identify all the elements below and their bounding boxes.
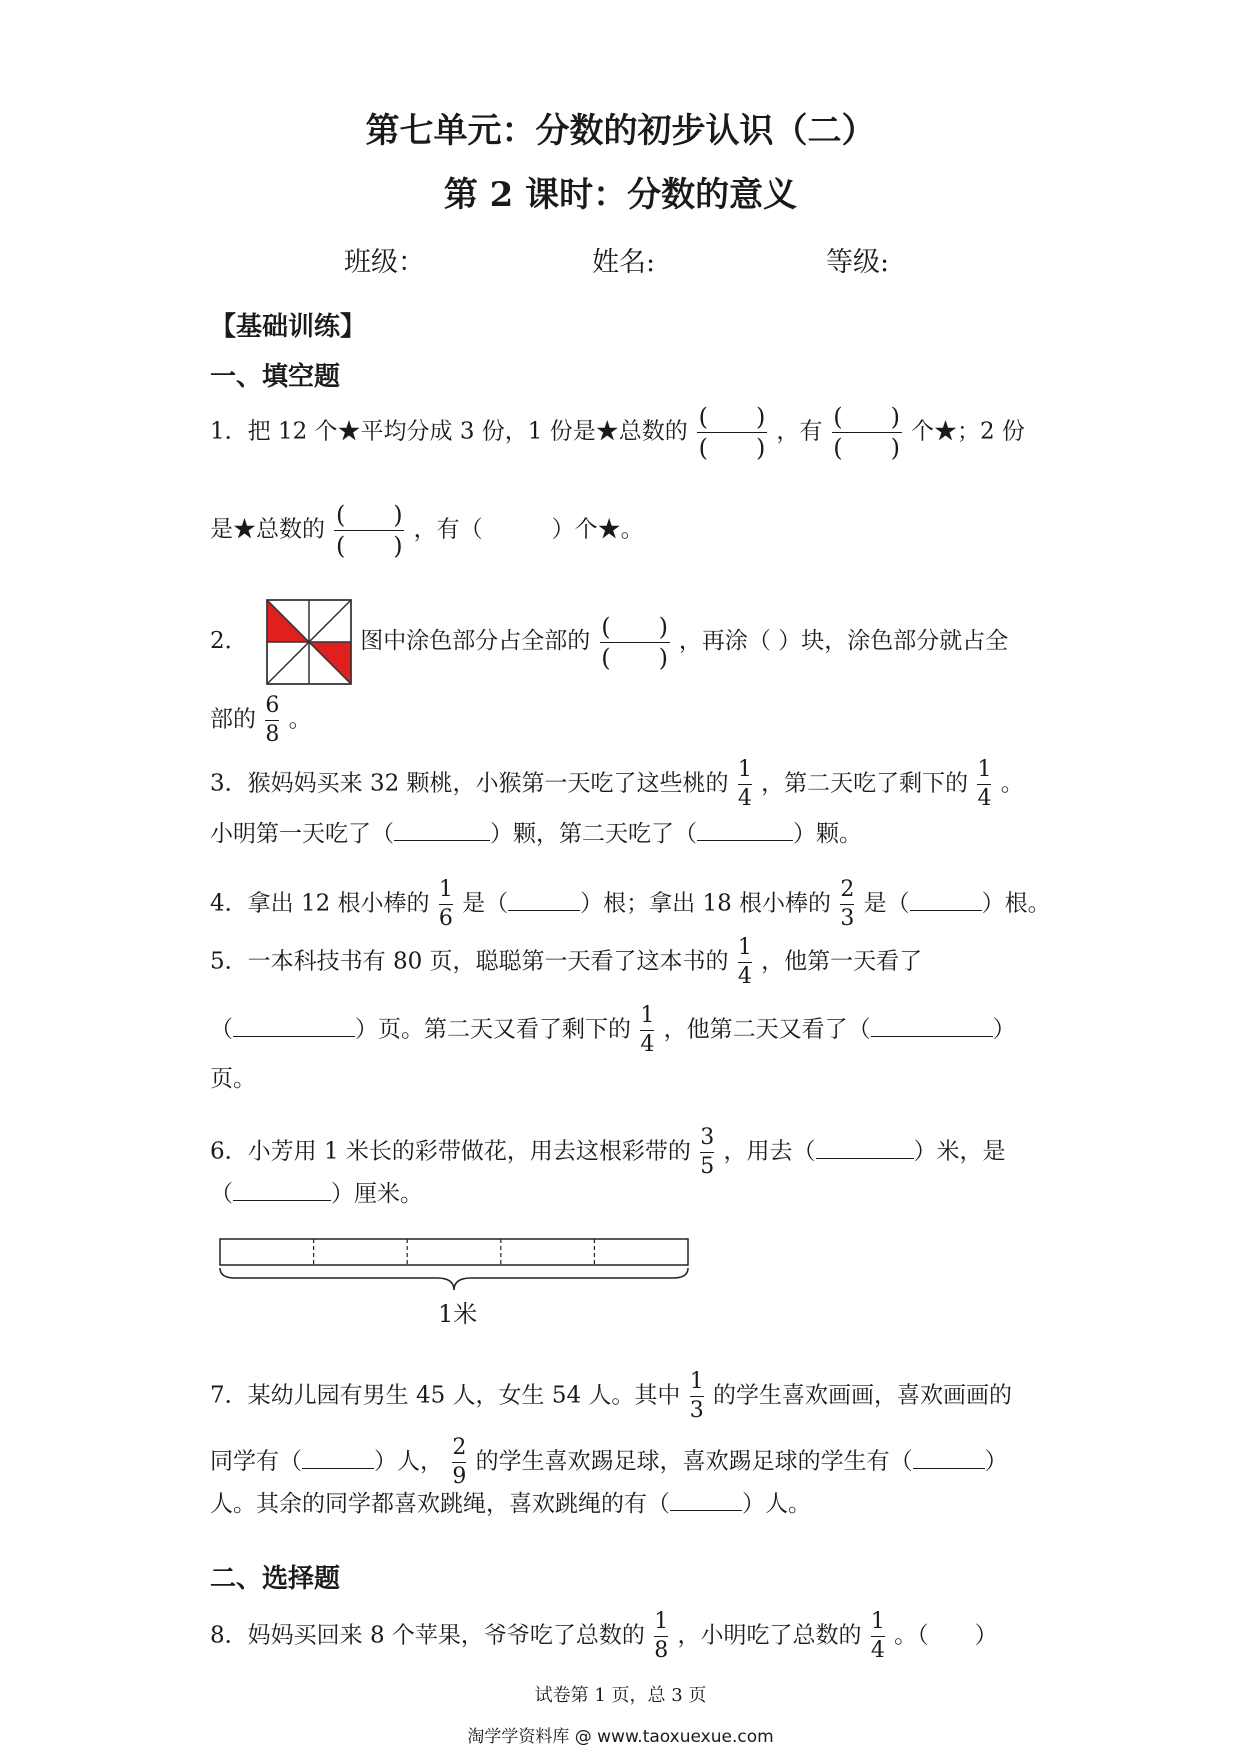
q2-end: 。: [288, 706, 312, 733]
q4-text-d: 是（: [863, 890, 910, 917]
fraction-1-6: $\frac{1}{6}$: [438, 877, 453, 932]
q8-text-a: 8．妈妈买回来 8 个苹果，爷爷吃了总数的: [210, 1622, 645, 1649]
q3-text-c: 。: [1000, 770, 1024, 797]
q5-text-g: 页。: [210, 1066, 256, 1092]
answer-blank[interactable]: [394, 822, 490, 841]
fraction-1-4: $\frac{1}{4}$: [977, 757, 992, 812]
q7-text-h: ）人。: [742, 1491, 811, 1517]
fraction-1-3: $\frac{1}{3}$: [689, 1369, 704, 1424]
lesson-title: 第 2 课时：分数的意义: [443, 175, 798, 215]
q6-text-d: （: [210, 1181, 233, 1207]
q5-text-d: ）页。第二天又看了剩下的: [355, 1016, 631, 1043]
q4-text-e: ）根。: [981, 890, 1051, 917]
fraction-1-4: $\frac{1}{4}$: [640, 1003, 655, 1058]
fraction-1-4: $\frac{1}{4}$: [737, 935, 752, 990]
q1-text-d: 是★总数的: [210, 516, 325, 543]
q1-text-c: 个★；2 份: [910, 418, 1025, 445]
fraction-1-8: $\frac{1}{8}$: [654, 1609, 669, 1664]
fraction-1-4: $\frac{1}{4}$: [870, 1609, 885, 1664]
question-5-line-2: [210, 1004, 1016, 1057]
answer-blank[interactable]: [233, 1018, 355, 1037]
q2-text-c: 部的: [210, 706, 256, 733]
answer-blank[interactable]: [816, 1140, 914, 1159]
fraction-2-9: $\frac{2}{9}$: [452, 1435, 467, 1490]
q3-text-e: ）颗，第二天吃了（: [490, 821, 697, 847]
answer-fraction-blank[interactable]: ( ) ( ): [335, 501, 403, 560]
unit-title: 第七单元：分数的初步认识（二）: [365, 111, 876, 151]
q2-text-a: 图中涂色部分占全部的: [360, 628, 591, 654]
question-8: [210, 1610, 998, 1663]
q6-text-c: ）米，是: [913, 1138, 1006, 1165]
fraction-6-8: $\frac{6}{8}$: [265, 693, 280, 748]
q6-text-a: 6．小芳用 1 米长的彩带做花，用去这根彩带的: [210, 1138, 691, 1165]
answer-fraction-blank[interactable]: ( ) ( ): [601, 612, 668, 672]
q5-text-e: ，他第二天又看了（: [663, 1016, 871, 1043]
fraction-1-4: $\frac{1}{4}$: [737, 757, 752, 812]
answer-blank[interactable]: [697, 822, 793, 841]
q7-text-a: 7．某幼儿园有男生 45 人，女生 54 人。其中: [210, 1382, 681, 1409]
answer-blank[interactable]: [302, 1450, 374, 1469]
q6-text-e: ）厘米。: [331, 1181, 423, 1207]
answer-blank[interactable]: [910, 892, 982, 911]
question-7-line-3: [210, 1492, 811, 1516]
q3-text-b: ，第二天吃了剩下的: [761, 770, 969, 797]
question-1-line-2: [210, 500, 644, 561]
q7-text-e: 的学生喜欢踢足球，喜欢踢足球的学生有（: [475, 1448, 913, 1475]
question-6-line-1: [210, 1126, 1006, 1179]
page-number: 试卷第 1 页，总 3 页: [534, 1685, 707, 1706]
q7-text-b: 的学生喜欢画画，喜欢画画的: [713, 1382, 1013, 1409]
answer-fraction-blank[interactable]: ( ) ( ): [698, 403, 766, 462]
q1-text-e: ，有（ ）个★。: [413, 516, 644, 543]
class-label: 班级：: [344, 247, 425, 278]
q5-text-f: ）: [992, 1016, 1016, 1043]
question-6-line-2: [210, 1182, 423, 1206]
q6-text-b: ，用去（: [723, 1138, 816, 1165]
q4-text-a: 4．拿出 12 根小棒的: [210, 890, 430, 917]
question-7-line-2: [210, 1436, 1008, 1489]
q2-text-b: ，再涂（ ）块，涂色部分就占全: [678, 628, 1009, 654]
question-5-line-1: [210, 936, 922, 989]
fraction-2-3: $\frac{2}{3}$: [840, 877, 855, 932]
section-choice: 二、选择题: [210, 1564, 341, 1594]
answer-blank[interactable]: [508, 892, 580, 911]
q7-text-f: ）: [984, 1448, 1008, 1475]
section-basic-training: 【基础训练】: [210, 312, 367, 342]
question-5-line-3: [210, 1068, 256, 1091]
answer-fraction-blank[interactable]: ( ) ( ): [833, 403, 901, 462]
q5-text-c: （: [210, 1016, 233, 1043]
q3-text-a: 3．猴妈妈买来 32 颗桃，小猴第一天吃了这些桃的: [210, 770, 729, 797]
question-3-line-1: [210, 758, 1024, 811]
q4-text-b: 是（: [462, 890, 509, 917]
answer-blank[interactable]: [913, 1450, 985, 1469]
q7-text-d: ）人，: [374, 1448, 443, 1475]
q4-text-c: ）根；拿出 18 根小棒的: [580, 890, 832, 917]
name-label: 姓名:: [592, 247, 656, 278]
q3-text-f: ）颗。: [793, 821, 862, 847]
grade-label: 等级:: [826, 247, 890, 278]
answer-blank[interactable]: [670, 1492, 742, 1511]
ribbon-length-label: 1米: [438, 1300, 478, 1328]
q8-text-c: 。（ ）: [894, 1622, 998, 1649]
q5-text-a: 5．一本科技书有 80 页，聪聪第一天看了这本书的: [210, 948, 729, 975]
q5-text-b: ，他第一天看了: [761, 948, 923, 975]
q8-text-b: ，小明吃了总数的: [677, 1622, 862, 1649]
question-3-line-2: [210, 822, 862, 846]
q1-text-a: 1．把 12 个★平均分成 3 份，1 份是★总数的: [210, 418, 688, 445]
q1-text-b: ，有: [776, 418, 823, 445]
section-fill-blank: 一、填空题: [210, 362, 341, 392]
q3-text-d: 小明第一天吃了（: [210, 821, 394, 847]
answer-blank[interactable]: [871, 1018, 993, 1037]
shaded-square-figure: [265, 598, 353, 686]
q7-text-g: 人。其余的同学都喜欢跳绳，喜欢跳绳的有（: [210, 1491, 670, 1517]
question-1-line-1: [210, 402, 1025, 463]
site-watermark: 淘学学资料库 @ www.taoxuexue.com: [467, 1727, 774, 1747]
fraction-3-5: $\frac{3}{5}$: [700, 1125, 715, 1180]
question-4: [210, 878, 1051, 931]
question-2-line-2: [210, 694, 312, 747]
q7-text-c: 同学有（: [210, 1448, 302, 1475]
question-7-line-1: [210, 1370, 1012, 1423]
question-2-line-1: [210, 598, 1008, 686]
answer-blank[interactable]: [233, 1182, 331, 1201]
q2-number: 2．: [210, 628, 248, 654]
